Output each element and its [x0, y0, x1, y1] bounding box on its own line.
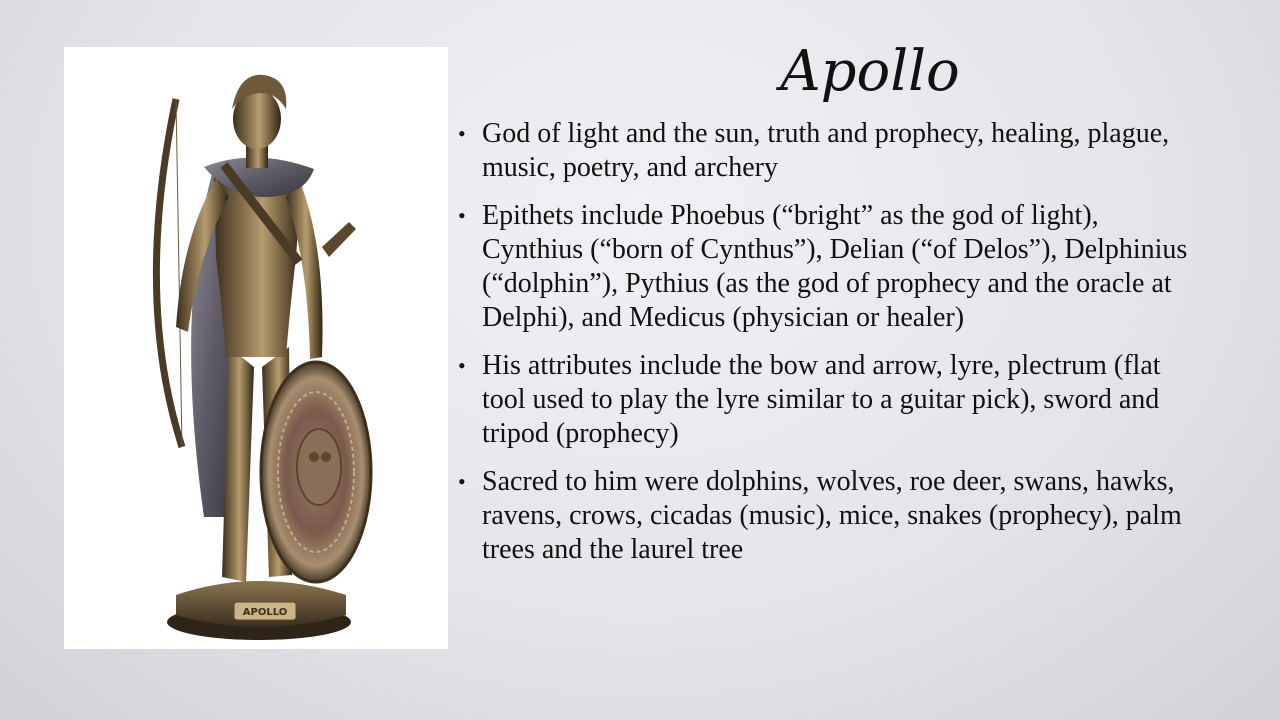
bullet-list: [458, 117, 1198, 581]
shield-lion-emblem: [297, 429, 341, 505]
bullet-item: [458, 199, 1198, 335]
lion-eye-icon: [309, 452, 319, 462]
bullet-item: [458, 465, 1198, 567]
bullet-dot-icon: •: [458, 353, 466, 378]
apollo-statue-image: [64, 47, 448, 649]
bullet-dot-icon: •: [458, 469, 466, 494]
bullet-text: Sacred to him were dolphins, wolves, roe deer, swans, hawks, ravens, crows, cicadas (music), mice, snakes (prophecy), palm trees and the laurel tree: [482, 466, 1182, 565]
bow: [156, 99, 182, 447]
quiver: [322, 222, 356, 257]
bullet-item: [458, 349, 1198, 451]
bow-string: [176, 99, 182, 447]
bullet-text: God of light and the sun, truth and prophecy, healing, plague, music, poetry, and archery: [482, 118, 1170, 183]
slide-title: Apollo: [780, 39, 960, 104]
bullet-dot-icon: •: [458, 203, 466, 228]
bullet-dot-icon: •: [458, 121, 466, 146]
plaque-text: APOLLO: [242, 607, 288, 618]
bullet-item: [458, 117, 1198, 185]
apollo-statue-illustration: [64, 47, 448, 649]
bullet-text: His attributes include the bow and arrow, lyre, plectrum (flat tool used to play the lyre similar to a guitar pick), sword and tripod (prophecy): [482, 350, 1161, 449]
bullet-text: Epithets include Phoebus (“bright” as the god of light), Cynthius (“born of Cynthus”), Delian (“of Delos”), Delphinius (“dolphin”), Pythius (as the god of prophecy and the oracle at Delphi), and Medicus (physician or healer): [482, 200, 1188, 333]
lion-eye-icon: [321, 452, 331, 462]
